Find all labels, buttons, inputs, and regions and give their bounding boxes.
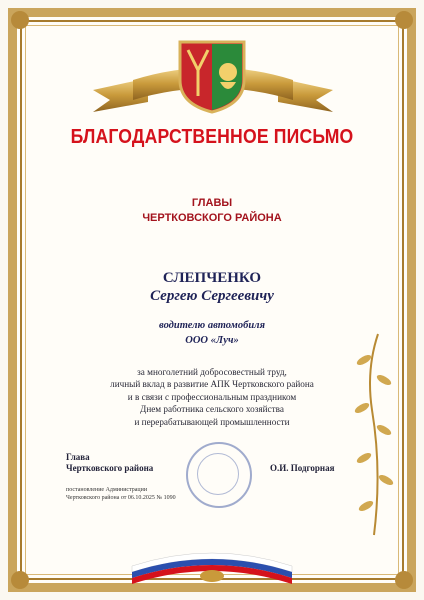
signatory-title <box>66 452 153 474</box>
signatory-name: О.И. Подгорная <box>270 463 335 473</box>
document-title: БЛАГОДАРСТВЕННОЕ ПИСЬМО <box>70 126 354 148</box>
decree-reference <box>66 487 176 502</box>
frame-corner-ornament <box>11 571 29 589</box>
frame-corner-ornament <box>395 571 413 589</box>
gratitude-line: за многолетний добросовестный труд, <box>137 367 287 377</box>
recipient-position: водителю автомобиля <box>159 320 265 331</box>
gratitude-line: личный вклад в развитие АПК Чертковского района <box>110 379 314 390</box>
gratitude-line: и в связи с профессиональным праздником <box>127 391 297 402</box>
decree-line-2: Чертковского района от 06.10.2025 № 1090 <box>66 494 176 501</box>
recipient-name: Сергею Сергеевичу <box>150 288 274 304</box>
frame-corner-ornament <box>11 11 29 29</box>
tricolor-flag-ribbon-icon <box>130 536 294 586</box>
decree-line-1: постановление Администрации <box>66 487 148 493</box>
issuer-line-1: ГЛАВЫ <box>191 197 233 209</box>
coat-of-arms-icon <box>176 40 248 114</box>
golden-branch-icon <box>352 330 396 540</box>
signatory-title-line-1: Глава <box>66 452 90 462</box>
frame-corner-ornament <box>395 11 413 29</box>
recipient-company: ООО «Луч» <box>185 335 239 346</box>
recipient-surname: СЛЕПЧЕНКО <box>162 270 262 286</box>
issuer-line-2: ЧЕРТКОВСКОГО РАЙОНА <box>142 212 282 224</box>
official-stamp <box>186 442 252 508</box>
signatory-title-line-2: Чертковского района <box>66 463 154 473</box>
stamp-inner-ring <box>197 453 239 495</box>
gratitude-line: Днем работника сельского хозяйства <box>140 404 284 415</box>
gratitude-text <box>64 366 360 428</box>
gratitude-line: и перерабатывающей промышленности <box>134 416 290 427</box>
